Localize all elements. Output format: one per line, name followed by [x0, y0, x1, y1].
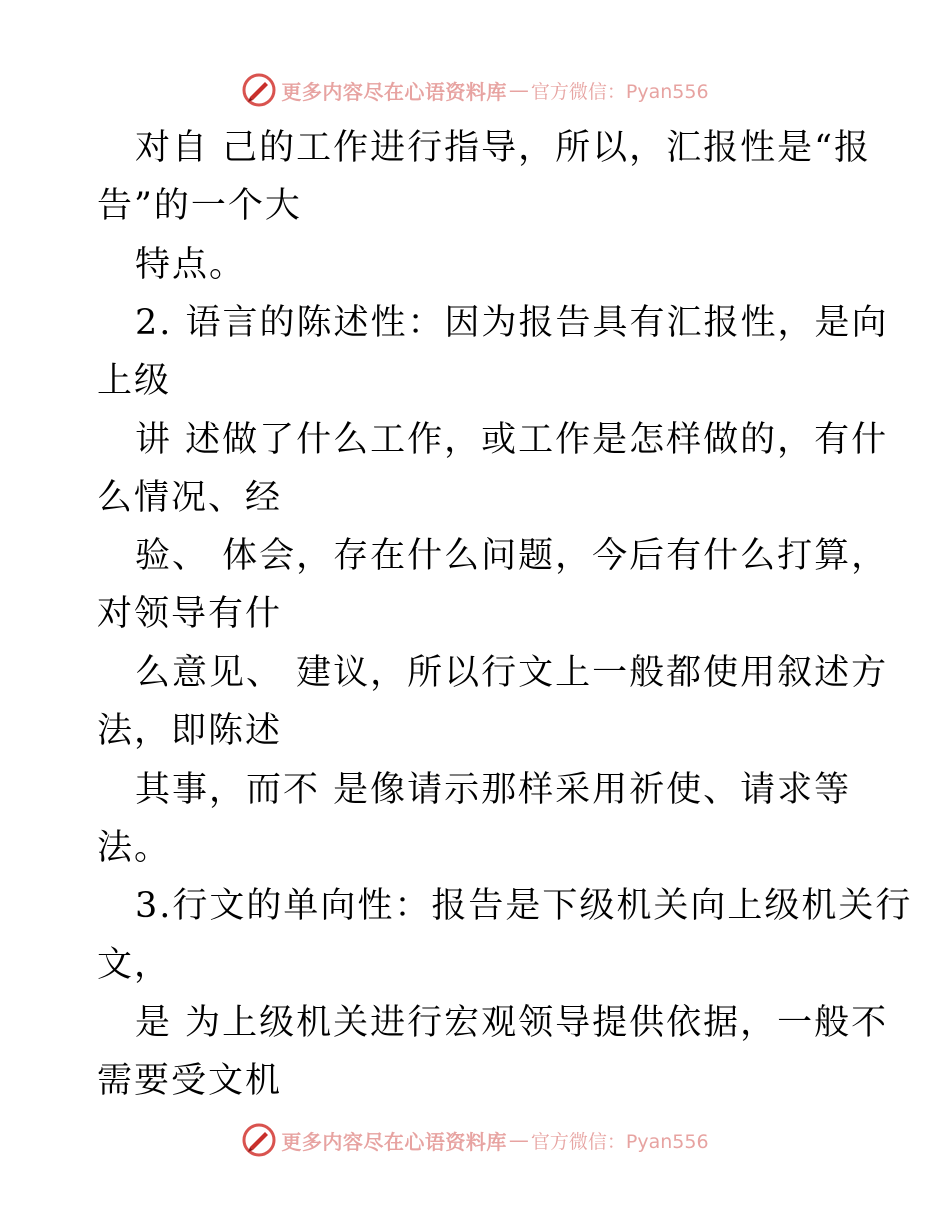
pen-logo-icon [241, 72, 277, 108]
watermark-main-text: 更多内容尽在心语资料库 [281, 1129, 507, 1154]
body-line: 需要受文机 [97, 1061, 283, 1101]
body-line: 特点。 [135, 245, 247, 285]
pen-logo-icon [241, 1122, 277, 1158]
watermark-main-text: 更多内容尽在心语资料库 [281, 79, 507, 104]
body-line: 3.行文的单向性：报告是下级机关向上级机关行 [135, 886, 913, 926]
watermark-separator: — [508, 1128, 529, 1152]
body-line: 对领导有什 [97, 594, 283, 634]
body-line: 2. 语言的陈述性：因为报告具有汇报性，是向 [135, 303, 889, 343]
body-line: 是 为上级机关进行宏观领导提供依据，一般不 [135, 1003, 889, 1043]
body-line: 验、 体会，存在什么问题，今后有什么打算， [135, 536, 889, 576]
body-line: 文， [97, 945, 172, 985]
footer-watermark [0, 1120, 950, 1160]
body-line: 法，即陈述 [97, 711, 283, 751]
watermark-sub-text: 官方微信：Pyan556 [530, 1130, 709, 1153]
body-line: 其事，而不 是像请示那样采用祈使、请求等 [135, 770, 852, 810]
watermark-sub-text: 官方微信：Pyan556 [530, 80, 709, 103]
header-watermark [0, 70, 950, 110]
watermark-separator: — [508, 78, 529, 102]
body-line: 法。 [97, 828, 172, 868]
body-line: 对自 己的工作进行指导，所以，汇报性是“报 [135, 128, 872, 168]
body-line: 讲 述做了什么工作，或工作是怎样做的，有什 [135, 420, 889, 460]
body-line: 告”的一个大 [97, 186, 302, 226]
body-line: 么意见、 建议，所以行文上一般都使用叙述方 [135, 653, 889, 693]
body-line: 么情况、经 [97, 478, 283, 518]
body-line: 上级 [97, 361, 172, 401]
